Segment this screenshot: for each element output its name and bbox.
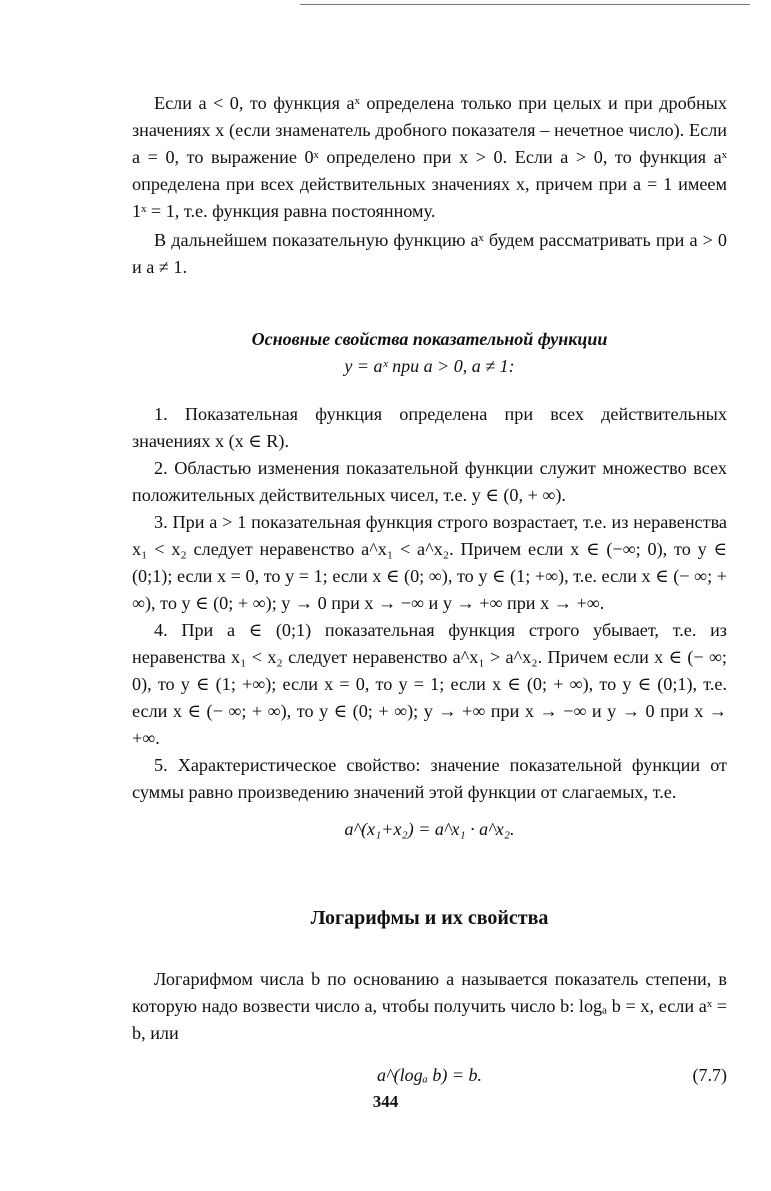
properties-list <box>132 401 727 806</box>
property-item-2: 2. Областью изменения показательной функции служит множество всех положительных действительных чисел, т.е. y ∈ (0, + ∞). <box>132 458 727 505</box>
section-title: Логарифмы и их свойства <box>310 907 549 929</box>
paragraph-restriction: В дальнейшем показательную функцию aˣ будем рассматривать при a > 0 и a ≠ 1. <box>132 230 727 277</box>
page-number: 344 <box>372 1092 399 1111</box>
subheading-title: Основные свойства показательной функции <box>251 329 608 349</box>
paragraph-domain: Если a < 0, то функция aˣ определена только при целых и при дробных значениях x (если знаменатель дробного показателя – нечетное число). Если a = 0, то выражение 0ˣ определено при x > 0. Если a > 0, то функция aˣ определена при всех действительных значениях x, причем при a = 1 имеем 1ˣ = 1, т.е. функция равна постоянному. <box>132 93 727 221</box>
subheading-condition: y = aˣ при a > 0, a ≠ 1: <box>344 356 515 376</box>
equation-log-identity: a^(logₐ b) = b. <box>377 1065 482 1085</box>
property-item-3: 3. При a > 1 показательная функция строго возрастает, т.е. из неравенства x₁ < x₂ следует неравенство a^x₁ < a^x₂. Причем если x ∈ (−∞; 0), то y ∈ (0;1); если x = 0, то y = 1; если x ∈ (0; ∞), то y ∈ (1; +∞), т.е. если x ∈ (− ∞; + ∞), то y ∈ (0; + ∞); y → 0 при x → −∞ и y → +∞ при x → +∞. <box>132 512 727 613</box>
property-item-4: 4. При a ∈ (0;1) показательная функция строго убывает, т.е. из неравенства x₁ < x₂ следует неравенство a^x₁ > a^x₂. Причем если x ∈ (− ∞; 0), то y ∈ (1; +∞); если x = 0, то y = 1; если x ∈ (0; + ∞), то y ∈ (0;1), т.е. если x ∈ (− ∞; + ∞), то y ∈ (0; + ∞); y → +∞ при x → −∞ и y → 0 при x → +∞. <box>132 620 727 748</box>
property-item-1: 1. Показательная функция определена при всех действительных значениях x (x ∈ R). <box>132 404 727 451</box>
page-content <box>132 90 727 1099</box>
paragraph-log-definition: Логарифмом числа b по основанию a называется показатель степени, в которую надо возвести число a, чтобы получить число b: logₐ b = x, если aˣ = b, или <box>132 969 727 1043</box>
top-rule <box>300 4 750 5</box>
property-item-5: 5. Характеристическое свойство: значение показательной функции от суммы равно произведению значений этой функции от слагаемых, т.е. <box>132 755 727 802</box>
formula-characteristic: a^(x₁+x₂) = a^x₁ · a^x₂. <box>344 819 515 839</box>
equation-number: (7.7) <box>692 1065 727 1085</box>
